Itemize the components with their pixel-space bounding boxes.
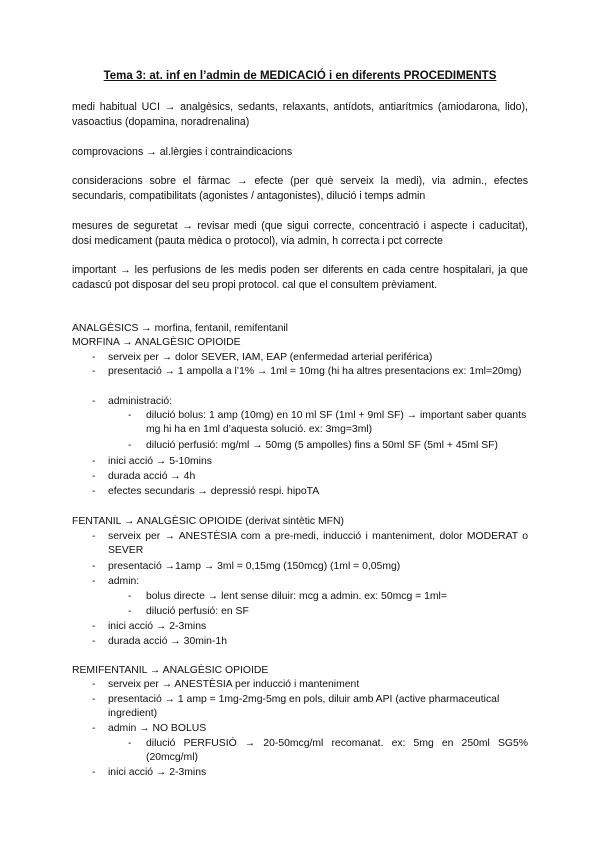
- remifentanil-dilucio-perfusio: dilució PERFUSIÓ → 20-50mcg/ml recomanat. ex: 5mg en 250ml SG5% (20mcg/ml): [146, 738, 528, 763]
- bullet-dash: -: [92, 679, 96, 690]
- morfina-durada-accio: durada acció → 4h: [108, 471, 196, 482]
- remifentanil-presentacio: presentació → 1 amp = 1mg-2mg-5mg en pols, diluir amb API (active pharmaceutical ingredient): [108, 694, 500, 719]
- intro-paragraph-comprovacions: comprovacions → al.lèrgies i contraindicacions: [72, 146, 293, 158]
- bullet-dash: -: [92, 486, 96, 497]
- bullet-dash: -: [92, 636, 96, 647]
- bullet-dash: -: [92, 366, 96, 377]
- bullet-dash: -: [92, 621, 96, 632]
- morfina-dilucio-bolus: dilució bolus: 1 amp (10mg) en 10 ml SF (1ml + 9ml SF) → important saber quants mg hi ha en 1ml d’aquesta solució. ex: 3mg=3ml): [146, 410, 527, 435]
- bullet-dash: -: [92, 561, 96, 572]
- bullet-dash: -: [128, 410, 132, 421]
- fentanil-serveix: serveix per → ANESTÈSIA com a pre-medi, inducció i manteniment, dolor MODERAT o SEVER: [108, 531, 528, 556]
- bullet-dash: -: [128, 440, 132, 451]
- bullet-dash: -: [92, 767, 96, 778]
- fentanil-presentacio: presentació →1amp → 3ml = 0,15mg (150mcg) (1ml = 0,05mg): [108, 561, 401, 572]
- bullet-dash: -: [92, 471, 96, 482]
- bullet-dash: -: [92, 396, 96, 407]
- bullet-dash: -: [92, 694, 96, 705]
- bullet-dash: -: [128, 738, 132, 749]
- bullet-dash: -: [128, 606, 132, 617]
- bullet-dash: -: [92, 723, 96, 734]
- bullet-dash: -: [92, 456, 96, 467]
- remifentanil-heading: REMIFENTANIL → ANALGÈSIC OPIOIDE: [72, 665, 269, 676]
- morfina-efectes-secundaris: efectes secundaris → depressió respi. hipoTA: [108, 486, 320, 497]
- fentanil-heading: FENTANIL → ANALGÈSIC OPIOIDE (derivat sintètic MFN): [72, 516, 344, 527]
- bullet-dash: -: [92, 531, 96, 542]
- intro-paragraph-mesures-seguretat: mesures de seguretat → revisar medi (que sigui correcte, concentració i aspecte i caducitat), dosi medicament (pauta mèdica o protocol), via admin, h correcta i pct correcte: [72, 220, 528, 247]
- bullet-dash: -: [92, 576, 96, 587]
- fentanil-durada-accio: durada acció → 30min-1h: [108, 636, 227, 647]
- remifentanil-serveix: serveix per → ANESTÈSIA per inducció i manteniment: [108, 679, 360, 690]
- intro-paragraph-important: important → les perfusions de les medis poden ser diferents en cada centre hospitalari, ja que cadascú pot disposar del seu propi protocol. cal que el consultem prèviament.: [72, 264, 528, 291]
- fentanil-bolus-directe: bolus directe → lent sense diluir: mcg a admin. ex: 50mcg = 1ml=: [146, 591, 447, 602]
- morfina-heading: MORFINA → ANALGÈSIC OPIOIDE: [72, 337, 241, 348]
- morfina-presentacio: presentació → 1 ampolla a l’1% → 1ml = 10mg (hi ha altres presentacions ex: 1ml=20mg): [108, 366, 522, 377]
- bullet-dash: -: [128, 591, 132, 602]
- analgesics-heading: ANALGÈSICS → morfina, fentanil, remifentanil: [72, 323, 288, 334]
- remifentanil-admin: admin → NO BOLUS: [108, 723, 207, 734]
- morfina-serveix: serveix per → dolor SEVER, IAM, EAP (enfermedad arterial periférica): [108, 352, 433, 363]
- morfina-inici-accio: inici acció → 5-10mins: [108, 456, 212, 467]
- fentanil-admin: admin:: [108, 576, 140, 587]
- morfina-administracio: administració:: [108, 396, 173, 407]
- document-title: Tema 3: at. inf en l’admin de MEDICACIÓ i en diferents PROCEDIMENTS: [103, 70, 497, 82]
- bullet-dash: -: [92, 352, 96, 363]
- intro-paragraph-medi-habitual: medi habitual UCI → analgèsics, sedants, relaxants, antídots, antiarítmics (amiodarona, lido), vasoactius (dopamina, noradrenalina): [72, 101, 528, 128]
- fentanil-inici-accio: inici acció → 2-3mins: [108, 621, 207, 632]
- morfina-dilucio-perfusio: dilució perfusió: mg/ml → 50mg (5 ampolles) fins a 50ml SF (5ml + 45ml SF): [146, 440, 498, 451]
- intro-paragraph-consideracions: consideracions sobre el fàrmac → efecte (per què serveix la medi), via admin., efectes secundaris, compatibilitats (agonistes / antagonistes), dilució i temps admin: [72, 175, 528, 202]
- remifentanil-inici-accio: inici acció → 2-3mins: [108, 767, 207, 778]
- fentanil-dilucio-perfusio: dilució perfusió: en SF: [146, 606, 249, 617]
